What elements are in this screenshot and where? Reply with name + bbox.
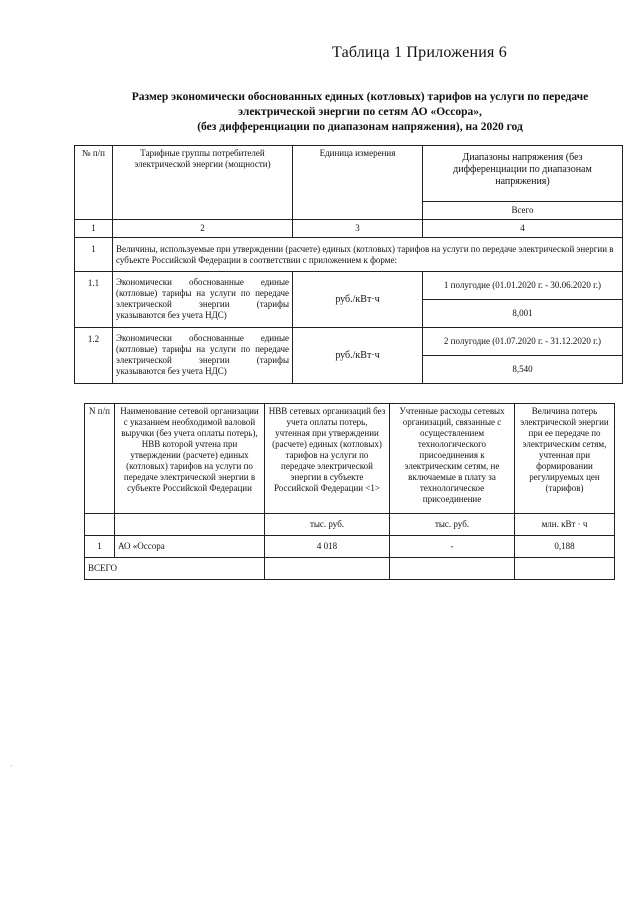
row-value: 8,001 xyxy=(423,300,623,328)
row-org-name: АО «Оссора xyxy=(115,536,265,558)
empty-cell xyxy=(85,514,115,536)
col-losses-header: Величина потерь электрической энергии при ее передаче по электрическим сетям, учтенная при формировании регулируемых цен (тарифов) xyxy=(515,404,615,514)
index-cell: 2 xyxy=(113,220,293,238)
table-label: Таблица 1 Приложения 6 xyxy=(332,44,507,61)
row-expenses: - xyxy=(390,536,515,558)
empty-cell xyxy=(265,558,390,580)
network-org-table xyxy=(84,403,615,580)
row-text: Экономически обоснованные единые (котловые) тарифы на услуги по передаче электрической энергии (тарифы указываются без учета НДС) xyxy=(113,272,293,328)
row-num: 1.2 xyxy=(75,328,113,384)
section-num: 1 xyxy=(75,238,113,272)
row-num: 1 xyxy=(85,536,115,558)
index-cell: 1 xyxy=(75,220,113,238)
title-line-3: (без дифференциации по диапазонам напряжения), на 2020 год xyxy=(197,121,523,133)
document-title xyxy=(90,90,630,135)
col-expenses-header: Учтенные расходы сетевых организаций, связанные с осуществлением технологического присоединения к электрическим сетям, не включаемые в плату за технологическое присоединение xyxy=(390,404,515,514)
col-total-header: Всего xyxy=(423,202,623,220)
title-line-1: Размер экономически обоснованных единых (котловых) тарифов на услуги по передаче xyxy=(131,91,589,103)
index-cell: 3 xyxy=(293,220,423,238)
unit-expenses: тыс. руб. xyxy=(390,514,515,536)
row-period: 2 полугодие (01.07.2020 г. - 31.12.2020 г.) xyxy=(423,328,623,356)
col-num-header: N п/п xyxy=(85,404,115,514)
unit-nvv: тыс. руб. xyxy=(265,514,390,536)
row-value: 8,540 xyxy=(423,356,623,384)
index-cell: 4 xyxy=(423,220,623,238)
tariff-table xyxy=(74,145,623,384)
col-unit-header: Единица измерения xyxy=(293,146,423,220)
col-name-header: Наименование сетевой организации с указанием необходимой валовой выручки (без учета оплаты потерь), НВВ которой учтена при утверждении (расчете) единых (котловых) тарифов на услуги по передаче электрической энергии в субъекте Российской Федерации xyxy=(115,404,265,514)
section-text: Величины, используемые при утверждении (расчете) единых (котловых) тарифов на услуги по передаче электрической энергии в субъекте Российской Федерации в соответствии с приложением к форме: xyxy=(113,238,623,272)
row-period: 1 полугодие (01.01.2020 г. - 30.06.2020 г.) xyxy=(423,272,623,300)
row-unit: руб./кВт·ч xyxy=(293,328,423,384)
row-nvv: 4 018 xyxy=(265,536,390,558)
title-line-2: электрической энергии по сетям АО «Оссора», xyxy=(238,106,482,118)
empty-cell xyxy=(515,558,615,580)
col-nvv-header: НВВ сетевых организаций без учета оплаты потерь, учтенная при утверждении (расчете) единых (котловых) тарифов на услуги по передаче электрической энергии в субъекте Российской Федерации <1> xyxy=(265,404,390,514)
row-losses: 0,188 xyxy=(515,536,615,558)
unit-losses: млн. кВт · ч xyxy=(515,514,615,536)
scan-speck: · xyxy=(10,762,13,771)
col-groups-header: Тарифные группы потребителей электрической энергии (мощности) xyxy=(113,146,293,220)
empty-cell xyxy=(115,514,265,536)
total-label: ВСЕГО xyxy=(85,558,265,580)
row-unit: руб./кВт·ч xyxy=(293,272,423,328)
col-ranges-header: Диапазоны напряжения (без дифференциации по диапазонам напряжения) xyxy=(423,146,623,202)
row-num: 1.1 xyxy=(75,272,113,328)
empty-cell xyxy=(390,558,515,580)
row-text: Экономически обоснованные единые (котловые) тарифы на услуги по передаче электрической энергии (тарифы указываются без учета НДС) xyxy=(113,328,293,384)
col-num-header: № п/п xyxy=(75,146,113,220)
